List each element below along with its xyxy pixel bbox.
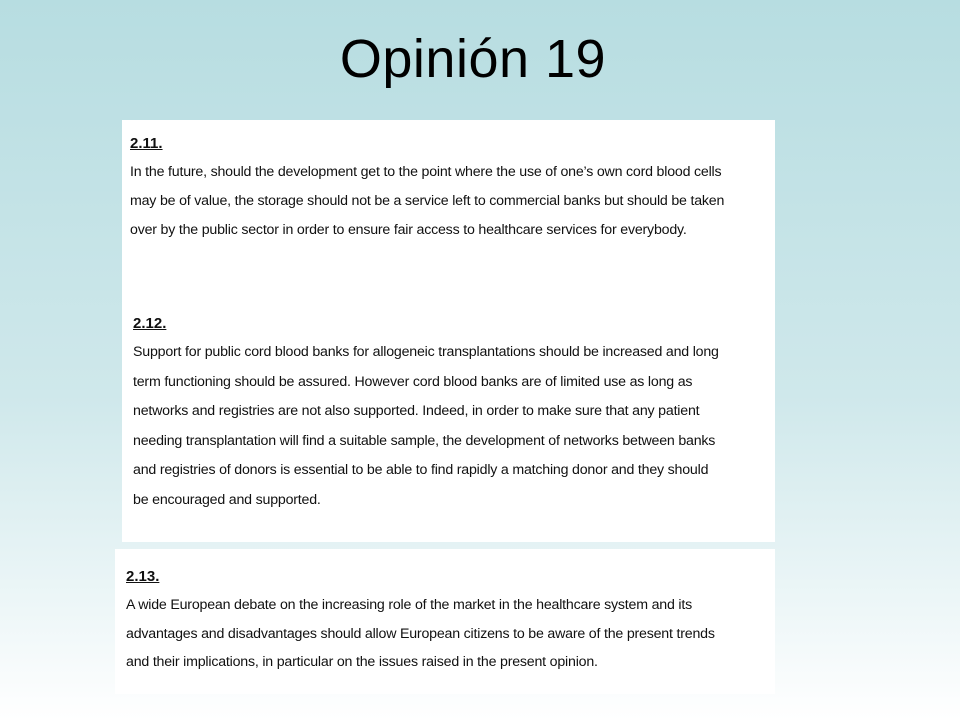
document-excerpt-lower xyxy=(115,549,775,694)
section-2-11 xyxy=(130,134,761,245)
section-number: 2.13. xyxy=(126,568,160,585)
document-excerpt-upper xyxy=(122,120,775,542)
section-paragraph: In the future, should the development get to the point where the use of one’s own cord blood cells may be of value, the storage should not be a service left to commercial banks but should be taken over by the public sector in order to ensure fair access to healthcare services for everybody. xyxy=(130,164,725,238)
slide-title: Opinión 19 xyxy=(339,29,607,89)
section-2-13 xyxy=(126,567,761,677)
section-number: 2.12. xyxy=(133,315,167,332)
section-2-12 xyxy=(133,314,761,516)
section-number: 2.11. xyxy=(130,135,163,152)
section-paragraph: Support for public cord blood banks for allogeneic transplantations should be increased and long term functioning should be assured. However cord blood banks are of limited use as long as networks and registries are not also supported. Indeed, in order to make sure that any patient needing transplantation will find a suitable sample, the development of networks between banks and registries of donors is essential to be able to find rapidly a matching donor and they should be encouraged and supported. xyxy=(133,344,719,508)
section-paragraph: A wide European debate on the increasing role of the market in the healthcare system and its advantages and disadvantages should allow European citizens to be aware of the present trends and their implications, in particular on the issues raised in the present opinion. xyxy=(126,597,715,670)
